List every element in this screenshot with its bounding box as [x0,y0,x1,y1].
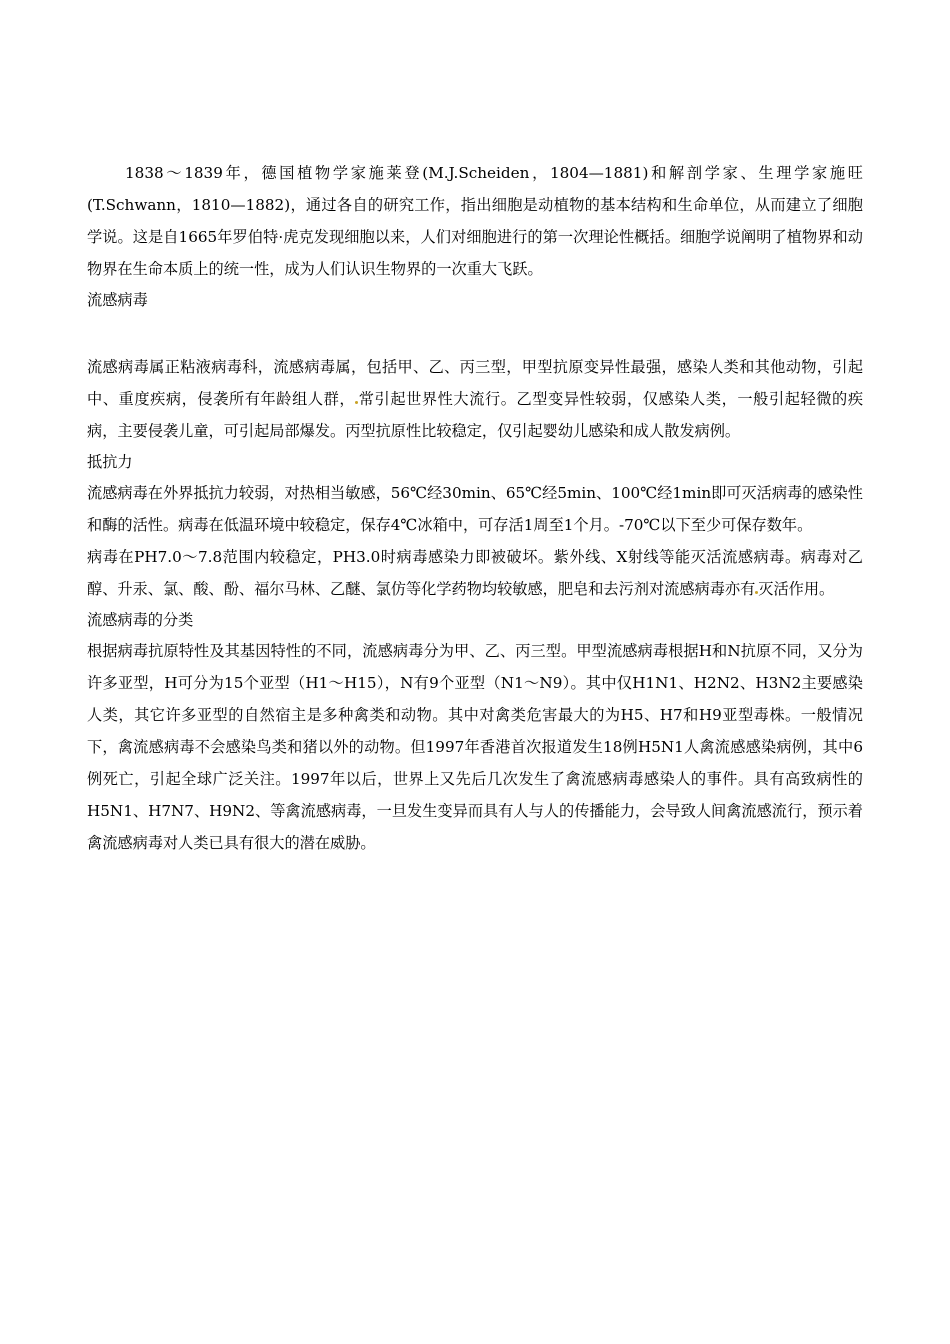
heading-flu-virus: 流感病毒 [87,291,148,309]
flu-intro-text-1: 流感病毒属正粘液病毒科，流感病毒属，包括甲、乙、丙三型，甲型抗原变异性最强，感染人类和其他动物，引起中、重度疾病，侵袭所有年龄组人群， [87,358,863,408]
cell-theory-paragraph: 1838～1839年，德国植物学家施莱登(M.J.Scheiden，1804—1881)和解剖学家、生理学家施旺(T.Schwann，1810—1882)，通过各自的研究工作，指出细胞是动植物的基本结构和生命单位，从而建立了细胞学说。这是自1665年罗伯特·虎克发现细胞以来，人们对细胞进行的第一次理论性概括。细胞学说阐明了植物界和动物界在生命本质上的统一性，成为人们认识生物界的一次重大飞跃。 [87,164,863,278]
heading-resistance: 抵抗力 [87,453,133,471]
resistance-paragraph-2 [87,541,863,605]
document-body [87,157,863,859]
resistance-paragraph-1: 流感病毒在外界抵抗力较弱，对热相当敏感，56℃经30min、65℃经5min、100℃经1min即可灭活病毒的感染性和酶的活性。病毒在低温环境中较稳定，保存4℃冰箱中，可存活1周至1个月。-70℃以下至少可保存数年。 [87,484,863,534]
spacer [87,315,863,351]
resistance-text-2: 灭活作用。 [758,580,835,598]
flu-intro-paragraph [87,351,863,447]
classification-paragraph: 根据病毒抗原特性及其基因特性的不同，流感病毒分为甲、乙、丙三型。甲型流感病毒根据H和N抗原不同，又分为许多亚型，H可分为15个亚型（H1～H15），N有9个亚型（N1～N9）。其中仅H1N1、H2N2、H3N2主要感染人类，其它许多亚型的自然宿主是多种禽类和动物。其中对禽类危害最大的为H5、H7和H9亚型毒株。一般情况下，禽流感病毒不会感染鸟类和猪以外的动物。但1997年香港首次报道发生18例H5N1人禽流感感染病例，其中6例死亡，引起全球广泛关注。1997年以后，世界上又先后几次发生了禽流感病毒感染人的事件。具有高致病性的H5N1、H7N7、H9N2、等禽流感病毒，一旦发生变异而具有人与人的传播能力，会导致人间禽流感流行，预示着禽流感病毒对人类已具有很大的潜在威胁。 [87,642,863,852]
heading-classification: 流感病毒的分类 [87,611,194,629]
resistance-text-1: 病毒在PH7.0～7.8范围内较稳定，PH3.0时病毒感染力即被破坏。紫外线、X射线等能灭活流感病毒。病毒对乙醇、升汞、氯、酸、酚、福尔马林、乙醚、氯仿等化学药物均较敏感，肥皂和去污剂对流感病毒亦有 [87,548,863,598]
flu-intro-text-2: 常引起世界性大流行。乙型变异性较弱，仅感染人类，一般引起轻微的疾病，主要侵袭儿童，可引起局部爆发。丙型抗原性比较稳定，仅引起婴幼儿感染和成人散发病例。 [87,390,864,440]
